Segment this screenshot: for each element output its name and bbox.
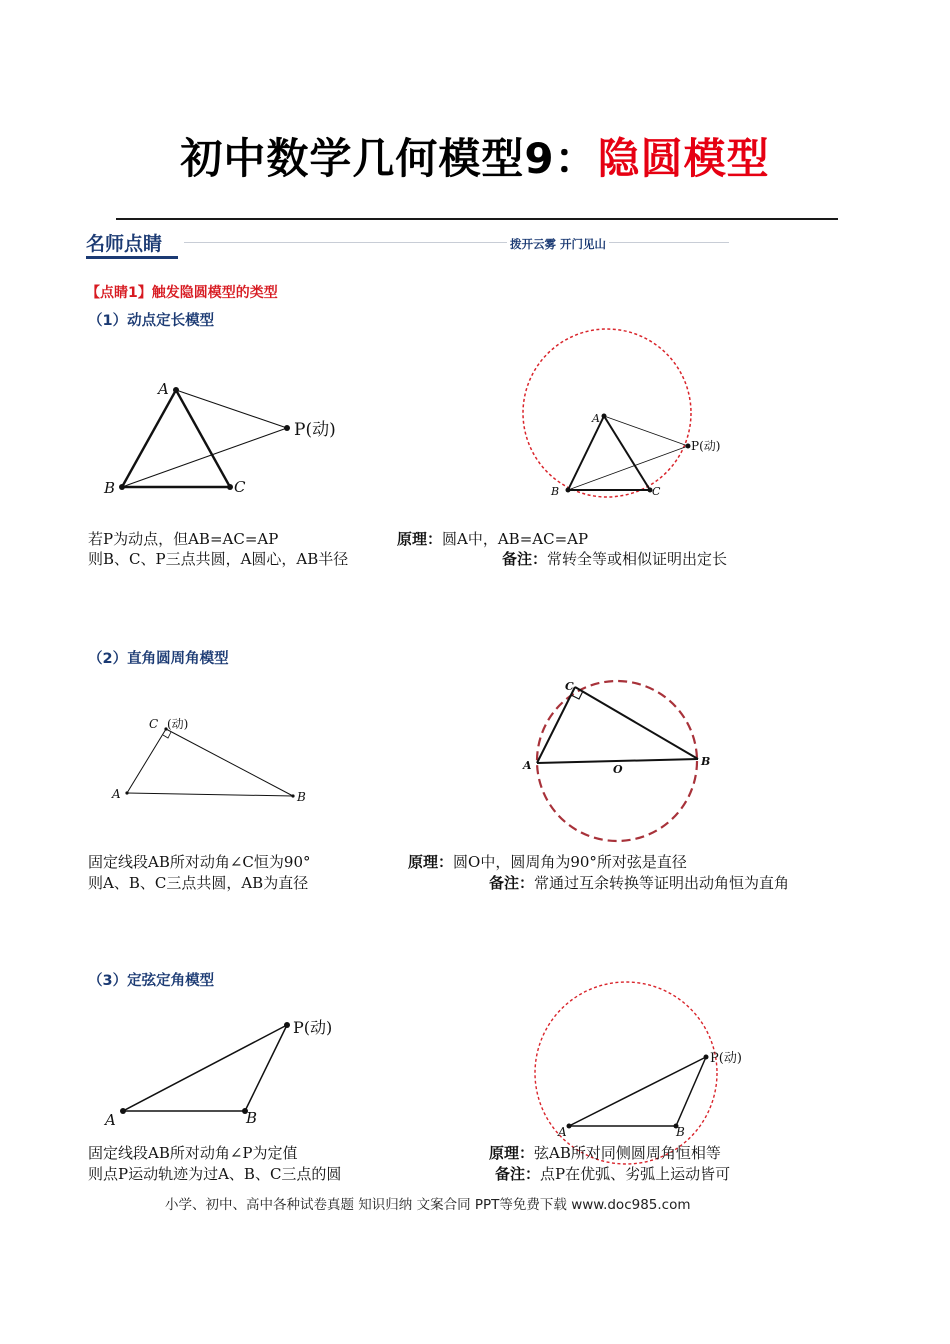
title-main: 初中数学几何模型9： <box>180 134 598 183</box>
principle-text: 弦AB所对同侧圆周角恒相等 <box>534 1144 721 1162</box>
section-rule <box>184 242 729 243</box>
segment-ap <box>604 416 688 446</box>
model-2-remark <box>489 872 789 893</box>
model-1-left-figure <box>80 360 380 510</box>
label-dong: (动) <box>167 717 189 731</box>
remark-label: 备注： <box>495 1165 541 1183</box>
principle-text: 圆O中，圆周角为90°所对弦是直径 <box>453 853 687 871</box>
model-3-principle <box>489 1142 721 1163</box>
principle-label: 原理： <box>408 853 454 871</box>
label-p: P(动) <box>710 1051 742 1066</box>
model-2-left-figure <box>100 705 340 815</box>
point-c <box>227 484 233 490</box>
model-1-heading: （1）动点定长模型 <box>88 313 215 329</box>
label-b: B <box>701 755 711 768</box>
remark-text: 常转全等或相似证明出定长 <box>547 550 728 568</box>
model-1-condition: 若P为动点，但AB=AC=AP <box>88 530 279 548</box>
remark-label: 备注： <box>502 550 548 568</box>
segment-bp <box>245 1025 287 1111</box>
section-label: 名师点睛 <box>86 233 163 255</box>
point-b <box>291 794 294 797</box>
segment-ab <box>122 390 176 487</box>
label-b: B <box>104 479 116 497</box>
segment-ap <box>123 1025 287 1111</box>
model-1-right-figure <box>515 320 721 510</box>
point-b <box>566 488 571 493</box>
point-a <box>125 791 128 794</box>
point-a <box>120 1108 126 1114</box>
model-3-heading: （3）定弦定角模型 <box>88 973 215 989</box>
label-a: A <box>558 1125 567 1139</box>
footer-text: 小学、初中、高中各种试卷真题 知识归纳 文案合同 PPT等免费下载 www.doc985.com <box>165 1197 691 1213</box>
point-p <box>686 444 691 449</box>
point-a <box>173 387 179 393</box>
label-c: C <box>565 680 574 693</box>
label-c: C <box>149 717 159 731</box>
segment-bp <box>676 1057 706 1126</box>
label-c: C <box>234 478 246 496</box>
model-1-principle <box>397 528 588 549</box>
point-a <box>567 1124 572 1129</box>
model-2-right-figure <box>515 670 725 850</box>
model-2-heading: （2）直角圆周角模型 <box>88 651 229 667</box>
point-p <box>704 1055 709 1060</box>
principle-label: 原理： <box>489 1144 535 1162</box>
segment-ap <box>569 1057 706 1126</box>
label-p: P(动) <box>294 420 336 440</box>
hidden-circle <box>523 329 691 497</box>
principle-label: 原理： <box>397 530 443 548</box>
title-divider <box>116 218 838 220</box>
label-a: A <box>158 380 169 398</box>
point-heading: 【点睛1】触发隐圆模型的类型 <box>86 285 278 301</box>
model-3-conclusion: 则点P运动轨迹为过A、B、C三点的圆 <box>88 1165 342 1183</box>
label-p: P(动) <box>293 1018 333 1037</box>
label-b: B <box>676 1125 685 1139</box>
title-highlight: 隐圆模型 <box>597 134 770 183</box>
page-title <box>0 126 950 186</box>
point-p <box>284 1022 290 1028</box>
section-slogan: 拨开云雾 开门见山 <box>507 236 609 252</box>
model-3-right-figure <box>520 990 760 1150</box>
point-a <box>602 414 607 419</box>
label-b: B <box>297 790 306 804</box>
label-a: A <box>523 759 532 772</box>
segment-ac <box>604 416 650 490</box>
segment-bp <box>122 428 287 487</box>
model-3-left-figure <box>95 1010 355 1135</box>
segment-ac <box>176 390 230 487</box>
model-2-conclusion: 则A、B、C三点共圆，AB为直径 <box>88 874 309 892</box>
remark-text: 点P在优弧、劣弧上运动皆可 <box>540 1165 731 1183</box>
segment-ab <box>127 793 293 796</box>
model-1-conclusion: 则B、C、P三点共圆，A圆心，AB半径 <box>88 550 349 568</box>
segment-ac <box>127 729 166 793</box>
label-b: B <box>246 1109 258 1127</box>
point-p <box>284 425 290 431</box>
segment-ca <box>537 687 575 763</box>
model-3-remark <box>495 1163 730 1184</box>
segment-cb <box>575 687 698 759</box>
label-a: A <box>112 787 121 801</box>
principle-text: 圆A中，AB=AC=AP <box>442 530 589 548</box>
label-b: B <box>551 485 560 498</box>
label-a: A <box>592 412 600 425</box>
label-c: C <box>652 485 661 498</box>
section-underline <box>86 256 178 259</box>
model-1-remark <box>502 548 727 569</box>
model-3-condition: 固定线段AB所对动角∠P为定值 <box>88 1144 298 1162</box>
model-2-principle <box>408 851 687 872</box>
label-o: O <box>613 763 623 776</box>
remark-label: 备注： <box>489 874 535 892</box>
label-a: A <box>105 1111 116 1129</box>
remark-text: 常通过互余转换等证明出动角恒为直角 <box>534 874 790 892</box>
label-p: P(动) <box>691 439 721 453</box>
point-b <box>119 484 125 490</box>
segment-cb <box>166 729 293 796</box>
model-2-condition: 固定线段AB所对动角∠C恒为90° <box>88 853 311 871</box>
